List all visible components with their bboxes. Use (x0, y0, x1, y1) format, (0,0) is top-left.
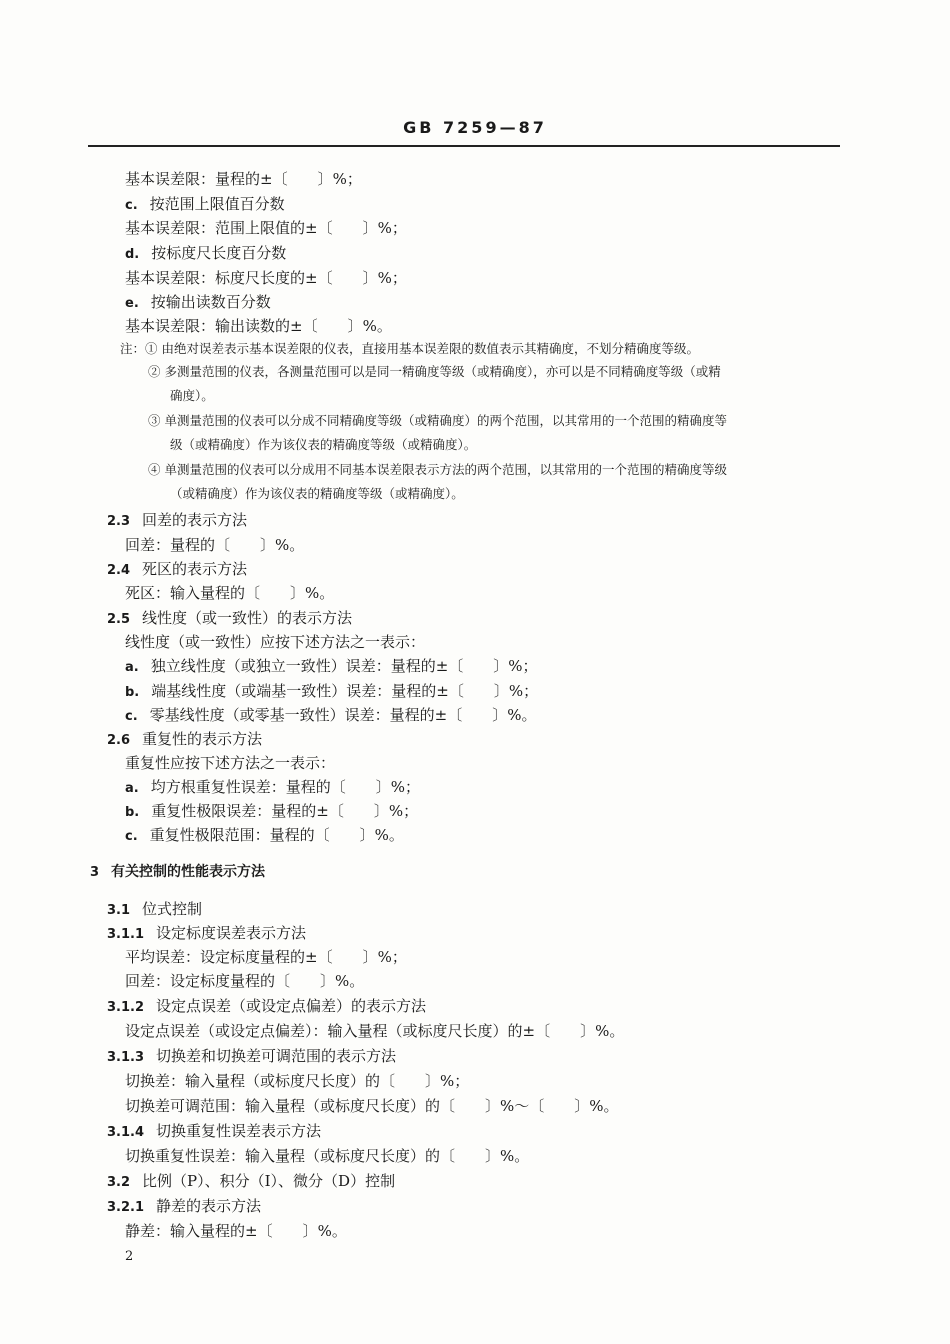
list-item (125, 801, 418, 823)
section-number: 3.1.4 (107, 1125, 145, 1140)
list-item (125, 681, 538, 703)
list-item (125, 243, 286, 265)
item-text: 零基线性度（或零基一致性）误差：量程的±〔 〕%。 (149, 706, 537, 724)
text-line: 基本误差限：标度尺长度的±〔 〕%； (125, 269, 407, 287)
item-text: 重复性极限误差：量程的±〔 〕%； (151, 802, 419, 820)
section-number: 2.3 (107, 514, 131, 529)
section-title: 重复性的表示方法 (142, 730, 263, 748)
item-label: b. (125, 685, 140, 700)
text-line: 平均误差：设定标度量程的±〔 〕%； (125, 948, 407, 966)
list-item (125, 656, 538, 678)
section-title: 线性度（或一致性）的表示方法 (142, 609, 353, 627)
section-title: 切换差和切换差可调范围的表示方法 (156, 1047, 397, 1065)
item-label: e. (125, 296, 139, 311)
list-item (125, 825, 404, 847)
text-line: 基本误差限：范围上限值的±〔 〕%； (125, 219, 407, 237)
section-title: 设定点误差（或设定点偏差）的表示方法 (156, 997, 427, 1015)
page-number: 2 (125, 1249, 134, 1264)
section-title: 位式控制 (142, 900, 203, 918)
section-heading (107, 510, 247, 532)
note-line: 确度）。 (170, 388, 214, 403)
item-label: b. (125, 805, 140, 820)
note-line: ② 多测量范围的仪表，各测量范围可以是同一精确度等级（或精确度），亦可以是不同精确度等级（或精 (148, 364, 721, 379)
text-line: 死区：输入量程的〔 〕%。 (125, 584, 335, 602)
section-number: 3.1.1 (107, 927, 145, 942)
item-label: c. (125, 709, 138, 724)
text-line: 重复性应按下述方法之一表示： (125, 754, 336, 772)
item-text: 端基线性度（或端基一致性）误差：量程的±〔 〕%； (151, 682, 539, 700)
section-heading (107, 1121, 321, 1143)
section-number: 2.4 (107, 563, 131, 578)
note-line: 注：① 由绝对误差表示基本误差限的仪表，直接用基本误差限的数值表示其精确度，不划分精确度等级。 (120, 341, 699, 356)
section-title: 切换重复性误差表示方法 (156, 1122, 322, 1140)
list-item (125, 194, 285, 216)
item-label: a. (125, 660, 139, 675)
list-item (125, 777, 420, 799)
section-title: 设定标度误差表示方法 (156, 924, 307, 942)
text-line: 线性度（或一致性）应按下述方法之一表示： (125, 633, 426, 651)
note-line: 级（或精确度）作为该仪表的精确度等级（或精确度）。 (170, 437, 477, 452)
note-line: ④ 单测量范围的仪表可以分成用不同基本误差限表示方法的两个范围，以其常用的一个范围的精确度等级 (148, 462, 727, 477)
section-heading (107, 608, 352, 630)
text-line: 静差：输入量程的±〔 〕%。 (125, 1222, 347, 1240)
section-title: 回差的表示方法 (142, 511, 248, 529)
chapter-heading (90, 862, 265, 883)
text-line: 切换差可调范围：输入量程（或标度尺长度）的〔 〕%～〔 〕%。 (125, 1097, 619, 1115)
item-label: c. (125, 198, 138, 213)
section-number: 2.6 (107, 733, 131, 748)
item-text: 按输出读数百分数 (150, 293, 271, 311)
section-heading (107, 923, 306, 945)
header-rule (88, 145, 840, 147)
section-heading (107, 996, 426, 1018)
section-title: 比例（P）、积分（I）、微分（D）控制 (142, 1172, 396, 1190)
section-heading (107, 899, 202, 921)
section-number: 3.1.2 (107, 1000, 145, 1015)
section-heading (107, 1171, 395, 1193)
item-text: 重复性极限范围：量程的〔 〕%。 (149, 826, 404, 844)
text-line: 基本误差限：输出读数的±〔 〕%。 (125, 317, 392, 335)
list-item (125, 292, 271, 314)
standard-code-header: GB 7259—87 (403, 118, 547, 137)
section-number: 3.1 (107, 903, 131, 918)
text-line: 切换差：输入量程（或标度尺长度）的〔 〕%； (125, 1072, 470, 1090)
section-title: 死区的表示方法 (142, 560, 248, 578)
chapter-number: 3 (90, 865, 100, 880)
text-line: 回差：量程的〔 〕%。 (125, 536, 305, 554)
text-line: 回差：设定标度量程的〔 〕%。 (125, 972, 365, 990)
section-number: 3.2.1 (107, 1200, 145, 1215)
section-heading (107, 1046, 396, 1068)
item-text: 按范围上限值百分数 (149, 195, 285, 213)
section-number: 2.5 (107, 612, 131, 627)
text-line: 设定点误差（或设定点偏差）：输入量程（或标度尺长度）的±〔 〕%。 (125, 1022, 625, 1040)
section-heading (107, 559, 247, 581)
list-item (125, 705, 536, 727)
item-label: d. (125, 247, 140, 262)
item-text: 均方根重复性误差：量程的〔 〕%； (150, 778, 420, 796)
item-label: a. (125, 781, 139, 796)
chapter-title: 有关控制的性能表示方法 (111, 864, 266, 880)
note-line: ③ 单测量范围的仪表可以分成不同精确度等级（或精确度）的两个范围，以其常用的一个范围的精确度等 (148, 413, 727, 428)
section-heading (107, 729, 262, 751)
text-line: 切换重复性误差：输入量程（或标度尺长度）的〔 〕%。 (125, 1147, 530, 1165)
item-label: c. (125, 829, 138, 844)
text-line: 基本误差限：量程的±〔 〕%； (125, 170, 362, 188)
section-number: 3.2 (107, 1175, 131, 1190)
section-title: 静差的表示方法 (156, 1197, 262, 1215)
note-line: （或精确度）作为该仪表的精确度等级（或精确度）。 (170, 486, 464, 501)
section-heading (107, 1196, 261, 1218)
item-text: 按标度尺长度百分数 (151, 244, 287, 262)
item-text: 独立线性度（或独立一致性）误差：量程的±〔 〕%； (150, 657, 538, 675)
section-number: 3.1.3 (107, 1050, 145, 1065)
